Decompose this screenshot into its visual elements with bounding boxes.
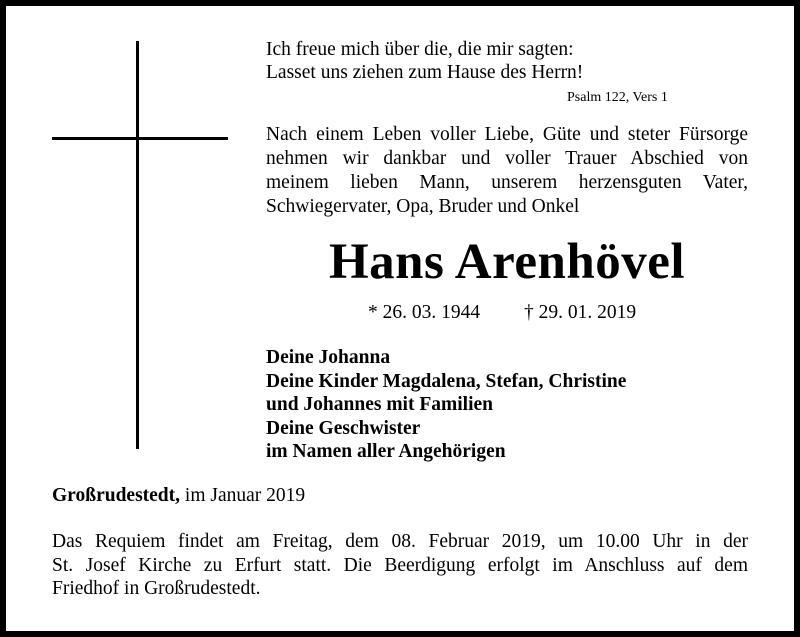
death-date: † 29. 01. 2019 [524, 302, 637, 323]
intro-line: nehmen wir dankbar und voller Trauer Abschied von [266, 148, 748, 169]
psalm-reference: Psalm 122, Vers 1 [567, 90, 668, 105]
psalm-quote [266, 38, 746, 84]
psalm-line: Ich freue mich über die, die mir sagten: [266, 39, 574, 60]
mourner-line: Deine Johanna [266, 347, 391, 368]
intro-line: meinem lieben Mann, unserem herzensguten Vater, [266, 172, 748, 193]
birth-date: * 26. 03. 1944 [368, 302, 481, 323]
requiem-line: Das Requiem findet am Freitag, dem 08. Februar 2019, um 10.00 Uhr in der [52, 531, 748, 552]
deceased-name: Hans Arenhövel [328, 234, 686, 290]
intro-text [266, 123, 748, 219]
notice-date: im Januar 2019 [184, 485, 306, 506]
cross-horizontal-bar [52, 137, 228, 140]
mourners-list [266, 346, 626, 464]
place-name: Großrudestedt, [52, 485, 181, 506]
intro-line: Schwiegervater, Opa, Bruder und Onkel [266, 196, 580, 217]
place-date-line [52, 484, 305, 508]
mourner-line: im Namen aller Angehörigen [266, 441, 506, 462]
requiem-line: Friedhof in Großrudestedt. [52, 578, 261, 599]
requiem-notice [52, 530, 748, 601]
psalm-line: Lasset uns ziehen zum Hause des Herrn! [266, 62, 584, 83]
intro-line: Nach einem Leben voller Liebe, Güte und steter Fürsorge [266, 124, 748, 145]
requiem-line: St. Josef Kirche zu Erfurt statt. Die Beerdigung erfolgt im Anschluss auf dem [52, 554, 748, 576]
mourner-line: Deine Kinder Magdalena, Stefan, Christine [266, 370, 627, 392]
cross-vertical-bar [136, 41, 139, 449]
mourner-line: und Johannes mit Familien [266, 394, 494, 415]
mourner-line: Deine Geschwister [266, 417, 421, 439]
